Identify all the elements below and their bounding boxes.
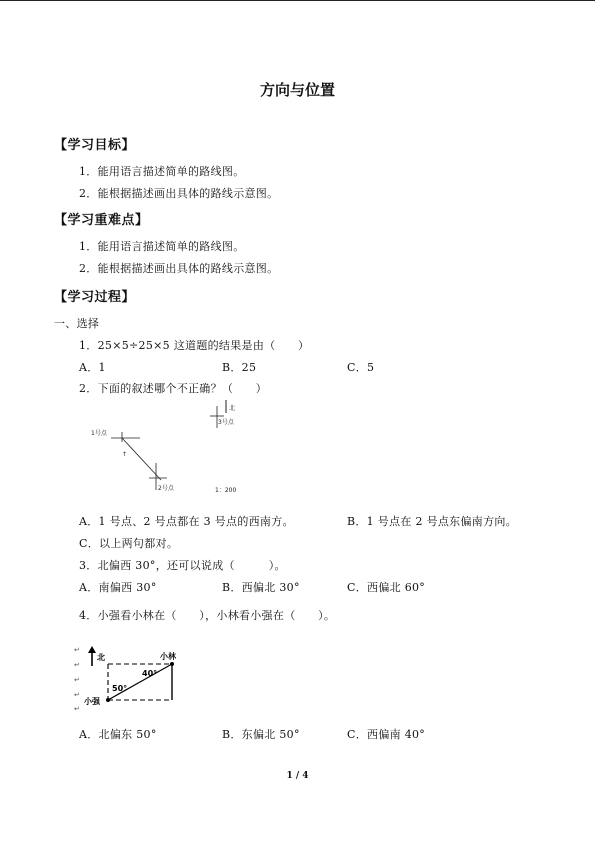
svg-text:↵: ↵ <box>74 676 80 684</box>
svg-text:↵: ↵ <box>74 661 80 669</box>
goal-item-2: 2．能根据描述画出具体的路线示意图。 <box>79 187 279 200</box>
q2-route-line <box>122 438 161 480</box>
q3-stem: 3．北偏西 30°，还可以说成（ ）。 <box>79 559 286 572</box>
q2-north-label: 北 <box>229 405 236 412</box>
q2-option-b: B．1 号点在 2 号点东偏南方向。 <box>347 515 517 528</box>
q2-point3-label: 3号点 <box>218 419 234 426</box>
svg-text:↑: ↑ <box>122 451 128 458</box>
q4-angle-40: 40° <box>142 669 158 678</box>
svg-text:↵: ↵ <box>74 646 80 654</box>
keypoints-heading: 【学习重难点】 <box>54 213 149 228</box>
keypoint-item-2: 2．能根据描述画出具体的路线示意图。 <box>79 262 279 275</box>
q4-xiaolin-point <box>170 662 174 666</box>
q2-option-c: C．以上两句都对。 <box>79 537 179 550</box>
q2-option-a: A．1 号点、2 号点都在 3 号点的西南方。 <box>79 515 294 528</box>
page-title: 方向与位置 <box>259 81 335 99</box>
q4-xiaoqiang-label: 小强 <box>84 697 100 706</box>
q4-option-a: A．北偏东 50° <box>79 728 157 741</box>
q4-direction-figure <box>72 642 192 714</box>
q4-option-c: C．西偏南 40° <box>347 728 426 741</box>
q4-angle-50: 50° <box>112 684 128 693</box>
q4-stem: 4．小强看小林在（ ），小林看小强在（ ）。 <box>79 609 336 622</box>
q1-option-c: C．5 <box>347 361 375 374</box>
goals-heading: 【学习目标】 <box>54 138 136 153</box>
page-number: 1 / 4 <box>286 771 309 781</box>
q3-option-c: C．西偏北 60° <box>347 581 426 594</box>
svg-text:↵: ↵ <box>74 705 80 713</box>
keypoint-item-1: 1．能用语言描述简单的路线图。 <box>79 240 245 253</box>
process-heading: 【学习过程】 <box>54 290 136 305</box>
q2-stem: 2．下面的叙述哪个不正确？（ ） <box>79 382 268 395</box>
q1-option-a: A．1 <box>79 361 106 374</box>
q4-north-label: 北 <box>97 653 105 662</box>
q3-option-a: A．南偏西 30° <box>79 581 157 594</box>
svg-text:↵: ↵ <box>74 691 80 699</box>
top-rule <box>0 0 595 1</box>
q2-scale-label: 1：200 <box>215 487 237 494</box>
q2-route-figure <box>85 398 255 498</box>
goal-item-1: 1．能用语言描述简单的路线图。 <box>79 165 245 178</box>
q4-option-b: B．东偏北 50° <box>222 728 300 741</box>
q4-xiaoqiang-point <box>106 698 110 702</box>
q2-point2-label: 2号点 <box>158 485 174 492</box>
q3-option-b: B．西偏北 30° <box>222 581 300 594</box>
q4-sightline <box>108 664 172 700</box>
q2-point1-label: 1号点 <box>91 430 107 437</box>
q1-stem: 1．25×5÷25×5 这道题的结果是由（ ） <box>79 339 310 352</box>
q1-option-b: B．25 <box>222 361 257 374</box>
section-choice-heading: 一、选择 <box>54 317 100 330</box>
q4-xiaolin-label: 小林 <box>160 652 176 661</box>
